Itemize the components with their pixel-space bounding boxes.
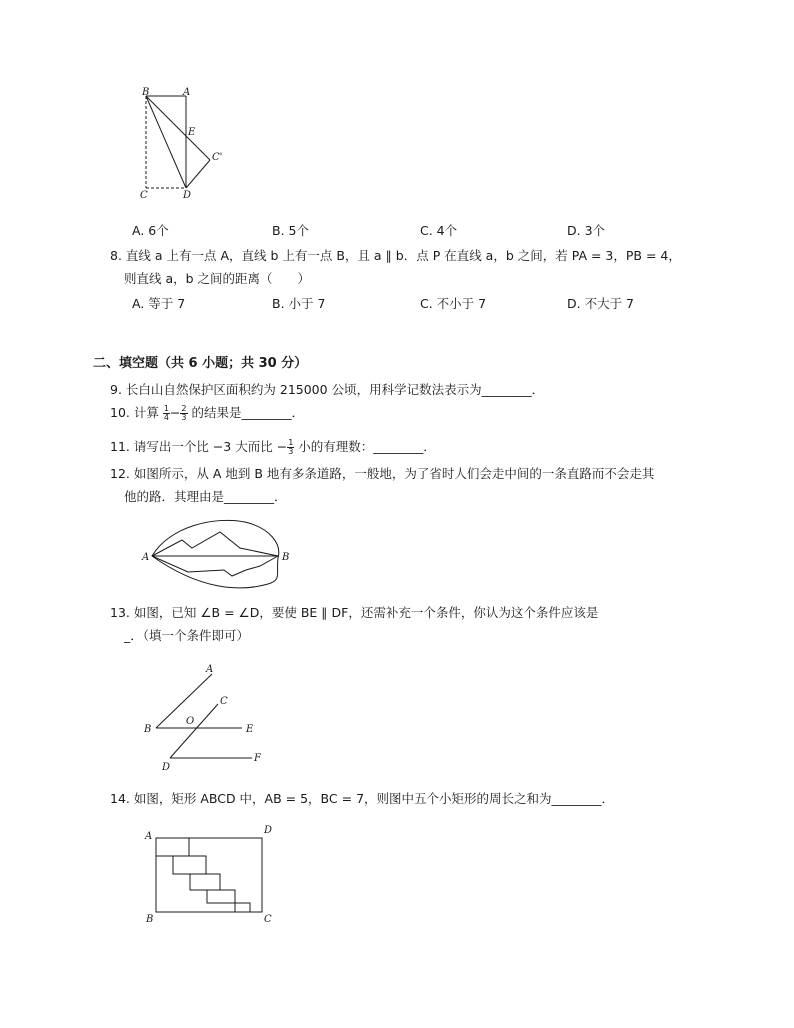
q13-figure (140, 660, 270, 775)
q14-figure (140, 822, 275, 927)
q13-label-F: F (254, 753, 261, 764)
q14-small-rect-5 (235, 903, 250, 912)
q12-label-A: A (142, 552, 150, 563)
q10-stem (110, 405, 304, 422)
q12-figure (140, 518, 300, 598)
q14-label-B: B (146, 914, 154, 925)
q14-label-C: C (264, 914, 272, 925)
q14-small-rect-3 (190, 874, 220, 890)
q13-label-B: B (144, 724, 152, 735)
q12-stem-line2: 他的路．其理由是________． (124, 489, 287, 504)
q10-prefix: 10. 计算 (110, 405, 163, 420)
q8-option-c[interactable]: C. 不小于 7 (420, 296, 487, 311)
q7-label-B: B (142, 87, 150, 98)
q7-option-a[interactable]: A. 6个 (132, 223, 169, 238)
q7-option-c[interactable]: C. 4个 (420, 223, 458, 238)
q12-lower-road (152, 556, 278, 576)
q14-label-D: D (264, 825, 273, 836)
q11-suffix: 小的有理数：________． (294, 439, 436, 454)
q11-stem (110, 439, 436, 456)
q7-label-C: C (140, 190, 148, 201)
q14-small-rect-4 (207, 890, 235, 903)
q7-segment-BC' (146, 96, 210, 160)
q7-label-D: D (183, 190, 192, 201)
q7-option-d[interactable]: D. 3个 (567, 223, 606, 238)
q14-small-rect-1 (156, 838, 189, 856)
q8-option-a[interactable]: A. 等于 7 (132, 296, 186, 311)
q14-small-rect-2 (173, 856, 206, 874)
q13-label-A: A (206, 664, 214, 675)
q11-frac-den: 3 (288, 447, 294, 456)
section-title-fill-in: 二、填空题（共 6 小题；共 30 分） (93, 356, 308, 371)
q10-fraction-1 (163, 405, 170, 422)
q12-upper-road (152, 532, 278, 556)
q7-option-b[interactable]: B. 5个 (272, 223, 309, 238)
q10-frac2-num: 2 (181, 404, 187, 413)
q13-stem-line2: _．（填一个条件即可） (124, 628, 250, 643)
q9-stem: 9. 长白山自然保护区面积约为 215000 公顷，用科学记数法表示为________． (110, 382, 545, 397)
q13-label-E: E (246, 724, 254, 735)
q14-outer-rectangle (156, 838, 262, 912)
q8-stem-line2: 则直线 a，b 之间的距离（ ） (124, 271, 311, 286)
q8-option-b[interactable]: B. 小于 7 (272, 296, 326, 311)
q10-fraction-2 (180, 405, 187, 422)
q13-label-C: C (220, 696, 228, 707)
q13-stem-line1: 13. 如图，已知 ∠B = ∠D，要使 BE ∥ DF，还需补充一个条件，你认为这个条件应该是 (110, 605, 599, 620)
q8-option-d[interactable]: D. 不大于 7 (567, 296, 634, 311)
q7-label-Cprime: C' (212, 152, 223, 163)
q12-outer-road (152, 520, 279, 588)
q11-frac-num: 1 (288, 438, 294, 447)
q7-figure (138, 88, 238, 203)
q12-stem-line1: 12. 如图所示，从 A 地到 B 地有多条道路，一般地，为了省时人们会走中间的一条直路而不会走其 (110, 466, 655, 481)
q13-line-DC (170, 704, 218, 758)
q13-label-D: D (162, 762, 171, 773)
q10-suffix: 的结果是________． (187, 405, 304, 420)
q14-label-A: A (145, 831, 153, 842)
q7-label-E: E (188, 127, 196, 138)
q11-prefix: 11. 请写出一个比 −3 大而比 − (110, 439, 288, 454)
q12-label-B: B (282, 552, 290, 563)
q10-minus: − (169, 405, 181, 420)
q14-stem: 14. 如图，矩形 ABCD 中，AB = 5，BC = 7，则图中五个小矩形的周长之和为________． (110, 791, 615, 806)
q10-frac2-den: 3 (181, 413, 187, 422)
q10-frac1-den: 4 (163, 413, 169, 422)
q7-label-A: A (183, 87, 191, 98)
q7-segment-C'D (186, 160, 210, 188)
q7-segment-BD (146, 96, 186, 188)
q8-stem-line1: 8. 直线 a 上有一点 A，直线 b 上有一点 B，且 a ∥ b．点 P 在直线 a，b 之间，若 PA = 3，PB = 4， (110, 248, 681, 263)
q10-frac1-num: 1 (163, 404, 169, 413)
q13-label-O: O (186, 716, 195, 727)
